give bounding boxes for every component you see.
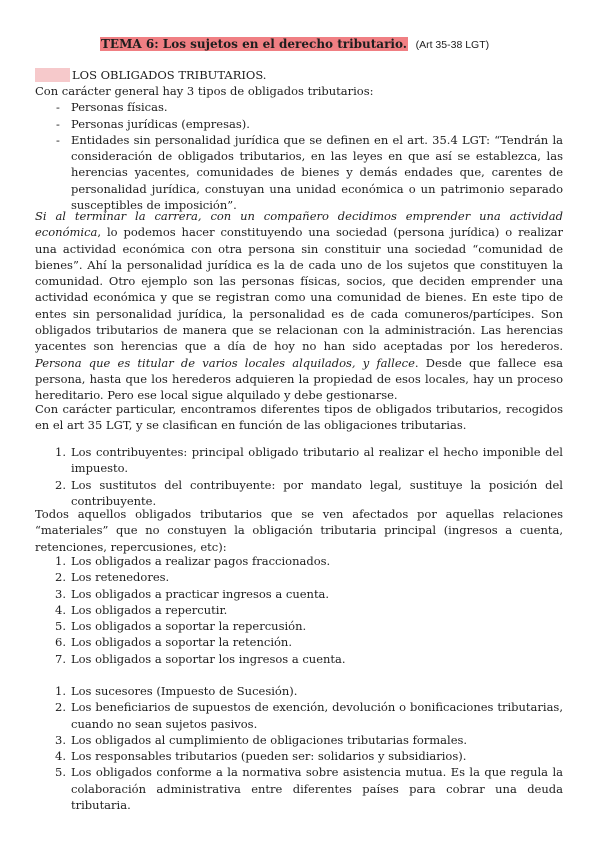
example-italic-lead: Si al terminar la carrera, con un compañero decidimos emprender una actividad económica: [35, 209, 563, 240]
intro-paragraph: Con carácter general hay 3 tipos de obligados tributarios:: [35, 84, 374, 98]
list-number: 4.: [55, 749, 66, 764]
list-number: 5.: [55, 619, 66, 634]
example-text-1: , lo podemos hacer constituyendo una sociedad (persona jurídica) o realizar una actividad económica con otra persona sin constituir una sociedad “comunidad de bienes”. Ahí la personalidad jurídica es la de cada uno de los sujetos que constituyen la comunidad. Otro ejemplo son las personas físicas, socios, que deciden emprender una actividad económica y que se registran como una comunidad de bienes. En este tipo de entes sin personalidad jurídica, la personalidad es de cada comuneros/partícipes. Son obligados tributarios de manera que se relacionan con la administración. Las herencias yacentes son herencias que a día de hoy no han sido aceptadas por los herederos.: [35, 225, 563, 354]
intro-section: [35, 83, 563, 213]
list-item: [35, 699, 563, 732]
example-text-2: . Desde que fallece esa persona, hasta que los herederos adquieren la propiedad de esos locales, hay un proceso hereditario. Pero ese local sigue alquilado y debe gestionarse.: [35, 355, 563, 403]
list-item: [35, 553, 563, 569]
list-item-text: Los obligados a soportar la retención.: [71, 635, 292, 650]
list-item: [35, 651, 563, 667]
list-number: 4.: [55, 602, 66, 617]
list-number: 1.: [55, 554, 66, 568]
list-number: 2.: [55, 477, 66, 492]
list-number: 5.: [55, 765, 66, 780]
list-item: [35, 586, 563, 602]
list-item-text: Los obligados a soportar los ingresos a cuenta.: [71, 651, 346, 666]
list-item-text: Los obligados al cumplimiento de obligaciones tributarias formales.: [71, 732, 468, 747]
title-article-reference: (Art 35-38 LGT): [415, 39, 490, 51]
example-paragraph: [35, 208, 563, 404]
document-title: [100, 36, 489, 53]
taxpayer-types-list: [35, 99, 563, 213]
list-item-text: Los obligados a soportar la repercusión.: [71, 619, 307, 634]
materiales-paragraph: Todos aquellos obligados tributarios que se ven afectados por aquellas relaciones “materiales” que no constuyen la obligación tributaria principal (ingresos a cuenta, retenciones, repercusiones, etc):: [35, 507, 563, 554]
list-item-text: Los retenedores.: [71, 570, 170, 585]
list-number: 1.: [55, 445, 66, 459]
section-heading: [35, 67, 295, 83]
list-item: [35, 618, 563, 634]
list-item-text: Los sustitutos del contribuyente: por mandato legal, sustituye la posición del contribuyente.: [71, 477, 563, 508]
list-item-text: Los obligados a realizar pagos fraccionados.: [71, 554, 331, 568]
section-heading-text: LOS OBLIGADOS TRIBUTARIOS.: [72, 68, 267, 82]
principal-obligados-list: [35, 444, 563, 509]
list-number: 3.: [55, 732, 66, 747]
list-item: [35, 764, 563, 813]
list-item-text: Los responsables tributarios (pueden ser: solidarios y subsidiarios).: [71, 749, 467, 764]
list-item: - Personas físicas.: [35, 99, 563, 115]
list-item-text: Los sucesores (Impuesto de Sucesión).: [71, 684, 298, 698]
list-number: 7.: [55, 651, 66, 666]
list-item-text: Los obligados conforme a la normativa sobre asistencia mutua. Es la que regula la colaboración administrativa entre diferentes países para cobrar una deuda tributaria.: [71, 765, 563, 813]
list-item: - Entidades sin personalidad jurídica que se definen en el art. 35.4 LGT: “Tendrán la consideración de obligados tributarios, en las leyes en que así se establezca, las herencias yacentes, comunidades de bienes y demás endades que, carentes de personalidad jurídica, constuyan una unidad económica o un patrimonio separado susceptibles de imposición”.: [35, 132, 563, 213]
list-item-text: Los obligados a practicar ingresos a cuenta.: [71, 586, 330, 601]
list-number: 3.: [55, 586, 66, 601]
list-number: 1.: [55, 684, 66, 698]
list-item: [35, 683, 563, 699]
title-highlighted: TEMA 6: Los sujetos en el derecho tributario.: [101, 37, 407, 51]
list-number: 2.: [55, 570, 66, 585]
particular-paragraph: Con carácter particular, encontramos diferentes tipos de obligados tributarios, recogidos en el art 35 LGT, y se clasifican en función de las obligaciones tributarias.: [35, 402, 563, 433]
material-obligations-list: [35, 553, 563, 667]
list-item: [35, 444, 563, 477]
list-number: 2.: [55, 700, 66, 715]
list-item-text: Los obligados a repercutir.: [71, 602, 228, 617]
example-italic-mid: Persona que es titular de varios locales alquilados, y fallece: [35, 355, 415, 370]
list-item: [35, 477, 563, 510]
list-item: [35, 569, 563, 585]
other-obligados-list: [35, 683, 563, 813]
list-number: 6.: [55, 635, 66, 650]
heading-highlight-bar: [35, 68, 70, 82]
list-item-text: Los contribuyentes: principal obligado tributario al realizar el hecho imponible del impuesto.: [71, 445, 563, 476]
list-item-text: Los beneficiarios de supuestos de exención, devolución o bonificaciones tributarias, cuando no sean sujetos pasivos.: [71, 700, 563, 731]
list-item: - Personas jurídicas (empresas).: [35, 116, 563, 132]
list-item: [35, 634, 563, 650]
list-item: [35, 602, 563, 618]
list-item: [35, 732, 563, 748]
list-item: [35, 748, 563, 764]
